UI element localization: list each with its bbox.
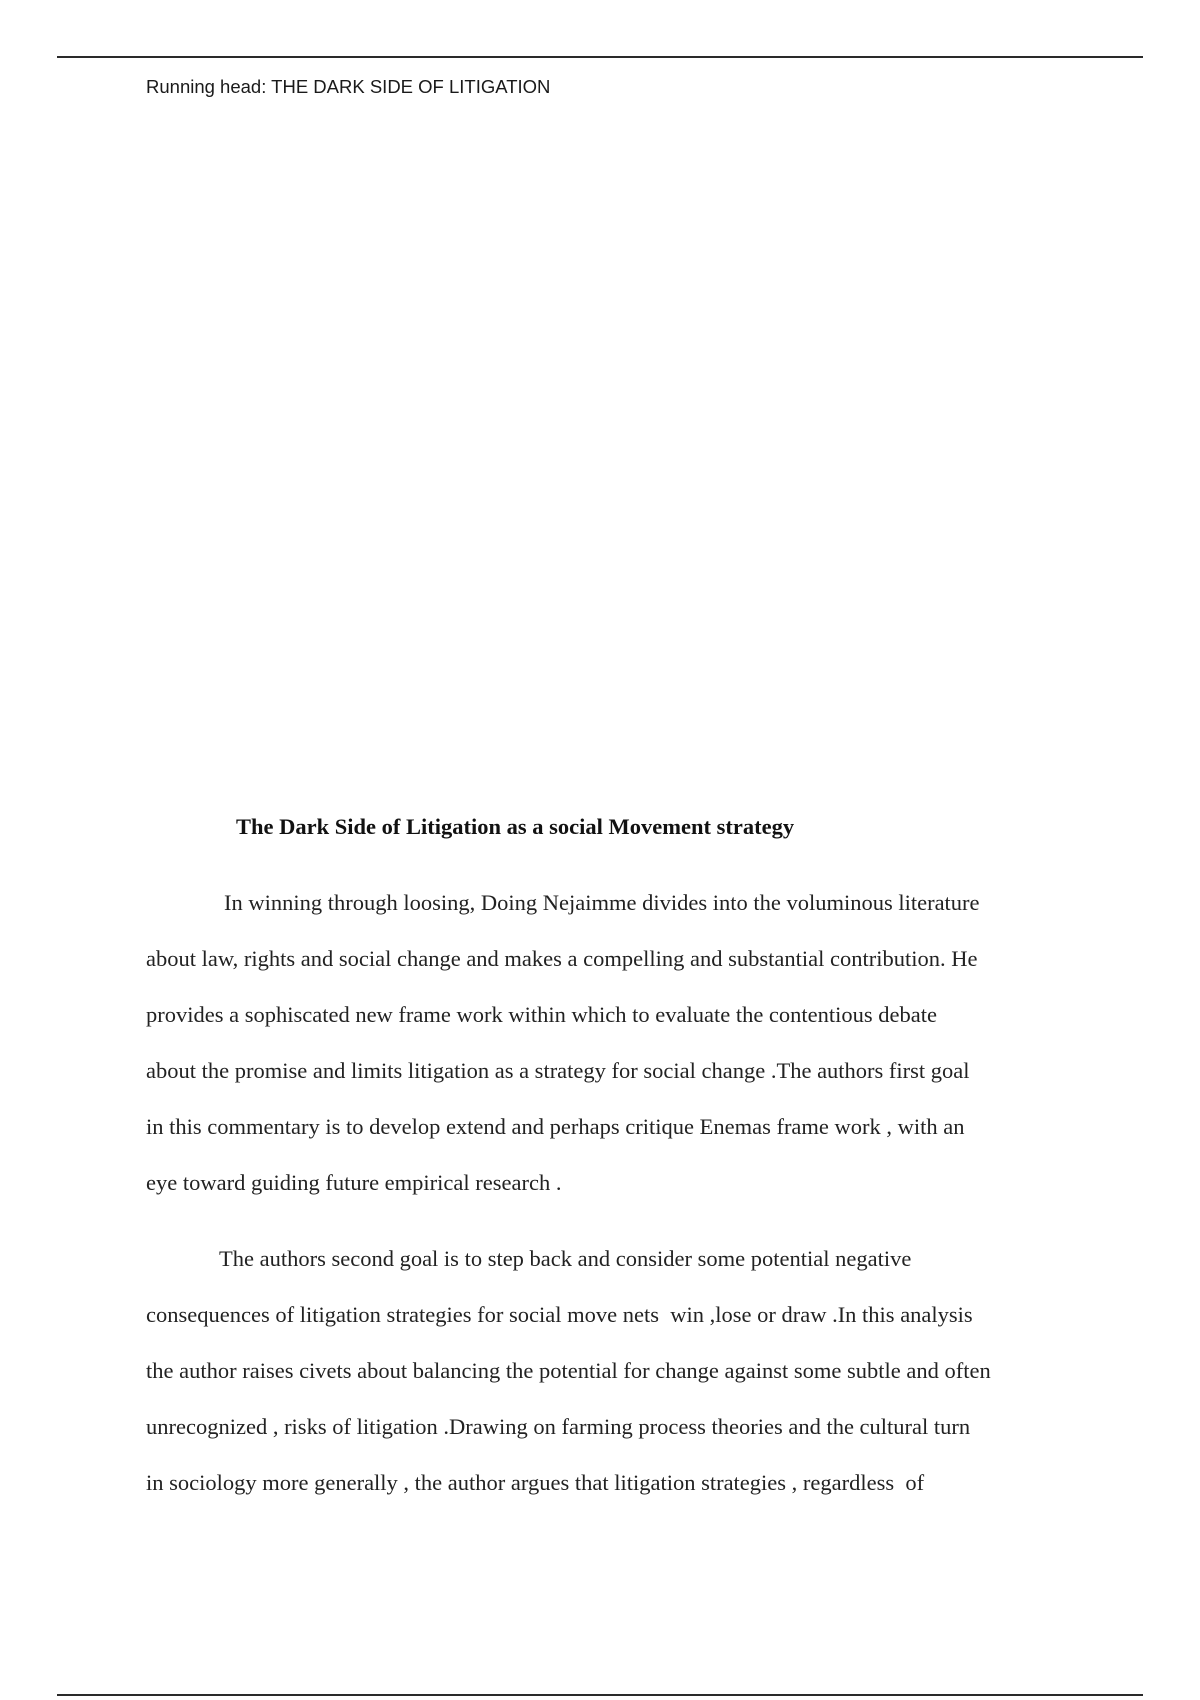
paragraph-line: about law, rights and social change and makes a compelling and substantial contribution. He [146,946,978,971]
footer-rule [57,1694,1143,1696]
paragraph-line: about the promise and limits litigation as a strategy for social change .The authors first goal [146,1058,970,1083]
paragraph-line: consequences of litigation strategies for social move nets win ,lose or draw .In this analysis [146,1302,973,1327]
paragraph-line: provides a sophiscated new frame work within which to evaluate the contentious debate [146,1002,938,1027]
paragraph-line: The authors second goal is to step back and consider some potential negative [219,1246,912,1271]
paragraph-line: the author raises civets about balancing the potential for change against some subtle and often [146,1358,991,1383]
paragraph-line: eye toward guiding future empirical research . [146,1170,562,1195]
paragraph-line: unrecognized , risks of litigation .Drawing on farming process theories and the cultural turn [146,1414,971,1439]
header-rule [57,56,1143,58]
paragraph-line: In winning through loosing, Doing Nejaimme divides into the voluminous literature [224,890,980,915]
paragraph-line: in this commentary is to develop extend and perhaps critique Enemas frame work , with an [146,1114,965,1139]
paragraph-line: in sociology more generally , the author argues that litigation strategies , regardless of [146,1470,925,1495]
running-head: Running head: THE DARK SIDE OF LITIGATION [146,76,551,97]
document-title: The Dark Side of Litigation as a social Movement strategy [236,814,795,839]
